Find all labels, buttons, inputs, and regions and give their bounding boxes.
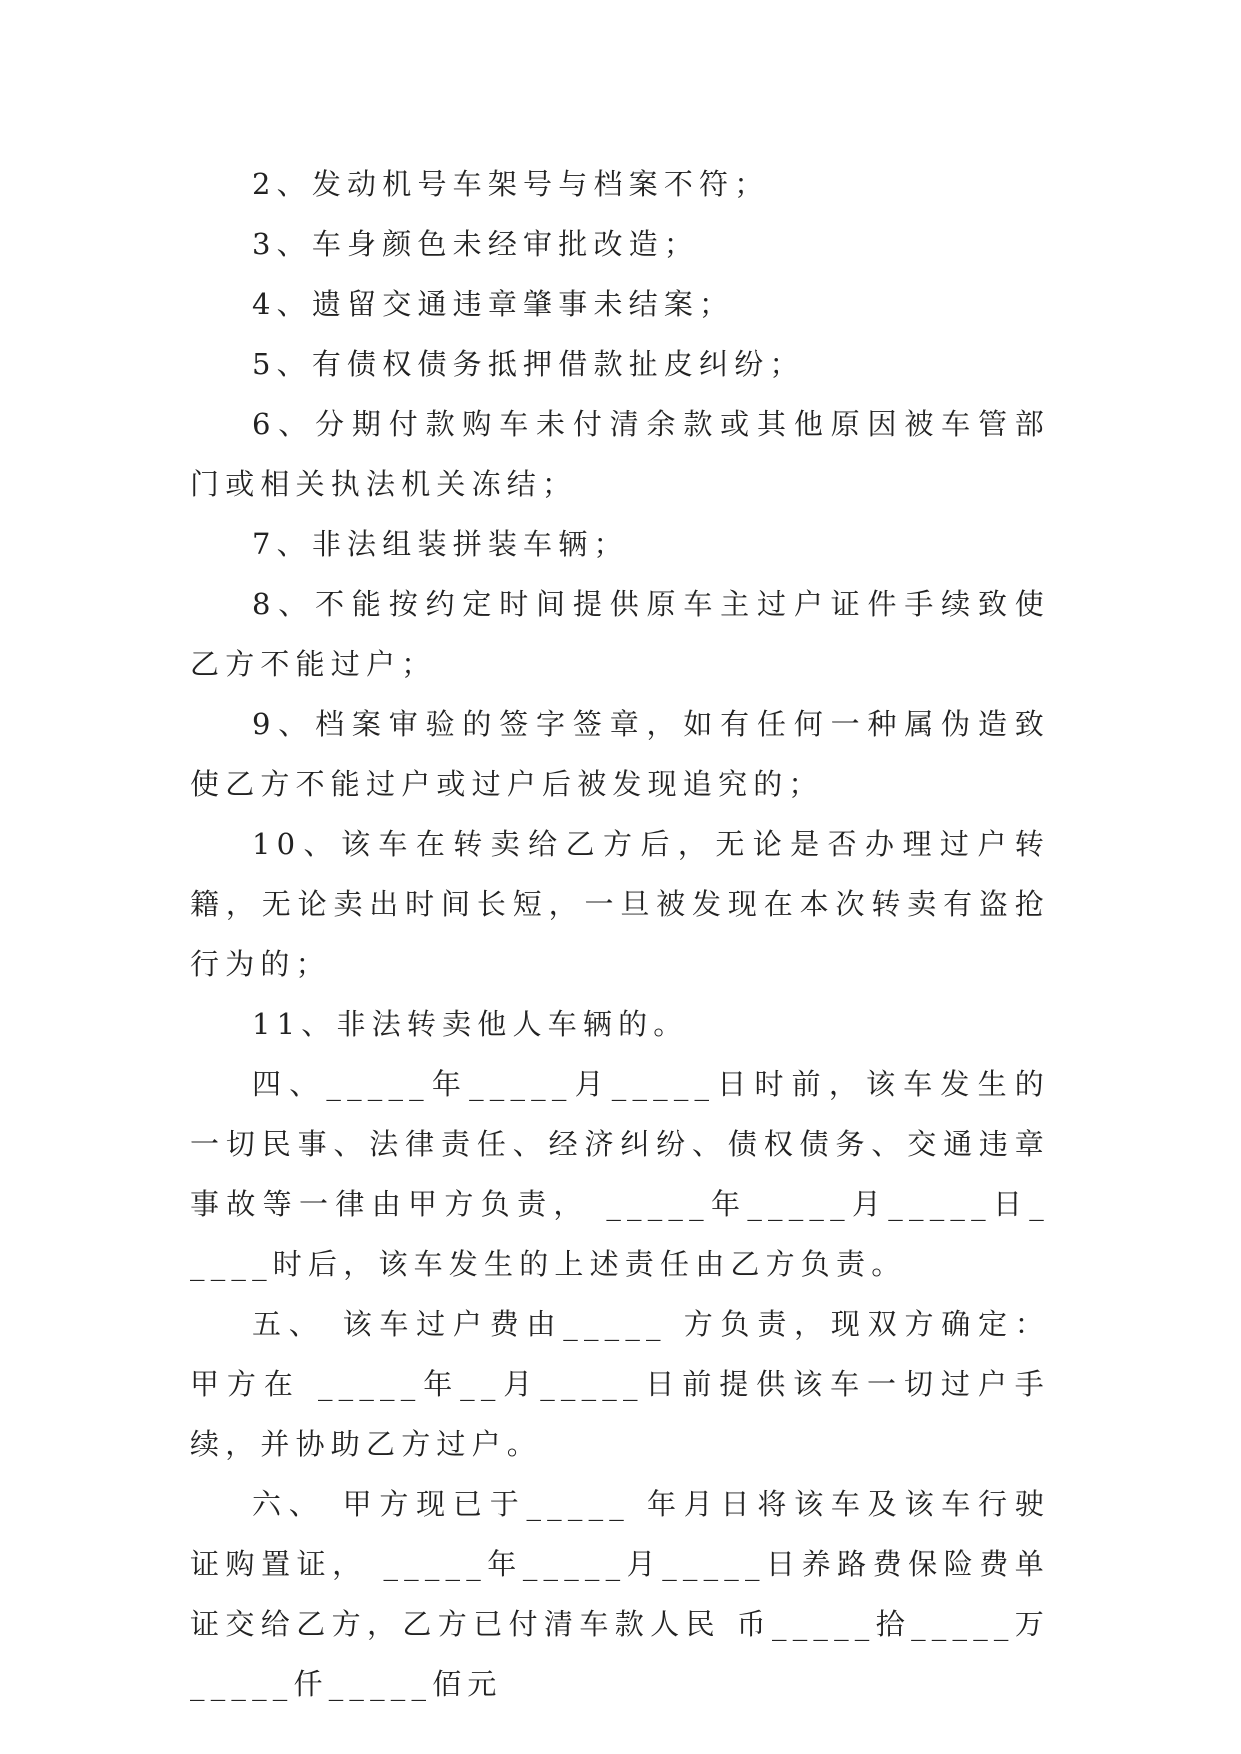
clause-2: 2、发动机号车架号与档案不符； [252, 167, 770, 201]
clause-9: 9、档案审验的签字签章，如有任何一种属伪造致使乙方不能过户或过户后被发现追究的； [190, 707, 1050, 801]
clause-10: 10、该车在转卖给乙方后，无论是否办理过户转籍，无论卖出时间长短，一旦被发现在本次转卖有盗抢行为的； [190, 827, 1050, 981]
clause-7: 7、非法组装拼装车辆； [252, 527, 629, 561]
section-four: 四、_____年_____月_____日时前，该车发生的一切民事、法律责任、经济纠纷、债权债务、交通违章事故等一律由甲方负责， _____年_____月_____日_____时后，该车发生的上述责任由乙方负责。 [190, 1067, 1050, 1281]
clause-3: 3、车身颜色未经审批改造； [252, 227, 700, 261]
section-six: 六、 甲方现已于_____ 年月日将该车及该车行驶证购置证， _____年_____月_____日养路费保险费单证交给乙方，乙方已付清车款人民 币_____拾_____万_____仟_____佰元 [190, 1487, 1050, 1701]
clause-5: 5、有债权债务抵押借款扯皮纠纷； [252, 347, 805, 381]
clause-4: 4、遗留交通违章肇事未结案； [252, 287, 735, 321]
clause-11: 11、非法转卖他人车辆的。 [252, 1007, 689, 1041]
clause-6: 6、分期付款购车未付清余款或其他原因被车管部门或相关执法机关冻结； [190, 407, 1050, 501]
section-five: 五、 该车过户费由_____ 方负责，现双方确定：甲方在 _____年__月_____日前提供该车一切过户手续，并协助乙方过户。 [190, 1307, 1050, 1461]
document-body [190, 154, 1050, 1714]
clause-8: 8、不能按约定时间提供原车主过户证件手续致使乙方不能过户； [190, 587, 1050, 681]
